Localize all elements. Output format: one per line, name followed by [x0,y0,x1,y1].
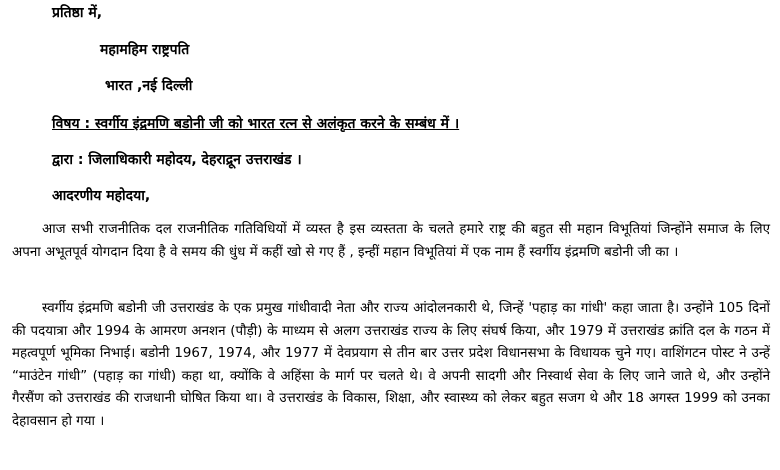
body-paragraph-1: आज सभी राजनीतिक दल राजनीतिक गतिविधियों में व्यस्त है इस व्यस्तता के चलते हमारे राष्ट्र की बहुत सी महान विभूतियां जिन्होंने समाज के लिए अपना अभूतपूर्व योगदान दिया है वे समय की धुंध में कहीं खो से गए हैं , इन्हीं महान विभूतियां में एक नाम हैं स्वर्गीय इंद्रमणि बडोनी जी का । [12,222,770,260]
via-line: द्वारा : जिलाधिकारी महोदय, देहराद्रून उत्तराखंड । [52,152,302,168]
salutation-to: प्रतिष्ठा में, [52,5,103,21]
body-paragraph-2: स्वर्गीय इंद्रमणि बडोनी जी उत्तराखंड के एक प्रमुख गांधीवादी नेता और राज्य आंदोलनकारी थे, जिन्हें 'पहाड़ का गांधी' कहा जाता है। उन्होंने 105 दिनों की पदयात्रा और 1994 के आमरण अनशन (पौड़ी) के माध्यम से अलग उत्तराखंड राज्य के लिए संघर्ष किया, और 1979 में उत्तराखंड क्रांति दल के गठन में महत्वपूर्ण भूमिका निभाई। बडोनी 1967, 1974, और 1977 में देवप्रयाग से तीन बार उत्तर प्रदेश विधानसभा के विधायक चुने गए। वाशिंगटन पोस्ट ने उन्हें “माउंटेन गांधी” (पहाड़ का गांधी) कहा था, क्योंकि वे अहिंसा के मार्ग पर चलते थे। वे अपनी सादगी और निस्वार्थ सेवा के लिए जाने जाते थे, और उन्होंने गैरसैंण को उत्तराखंड की राजधानी घोषित किया था। वे उत्तराखंड के विकास, शिक्षा, और स्वास्थ्य को लेकर बहुत सजग थे और 18 अगस्त 1999 को उनका देहावसान हो गया । [12,301,770,429]
recipient-title: महामहिम राष्ट्रपति [100,42,190,58]
recipient-location: भारत ,नई दिल्ली [105,78,193,94]
greeting: आदरणीय महोदया, [52,188,151,204]
subject-line: विषय : स्वर्गीय इंद्रमणि बडोनी जी को भारत रत्न से अलंकृत करने के सम्बंध में । [52,116,460,132]
